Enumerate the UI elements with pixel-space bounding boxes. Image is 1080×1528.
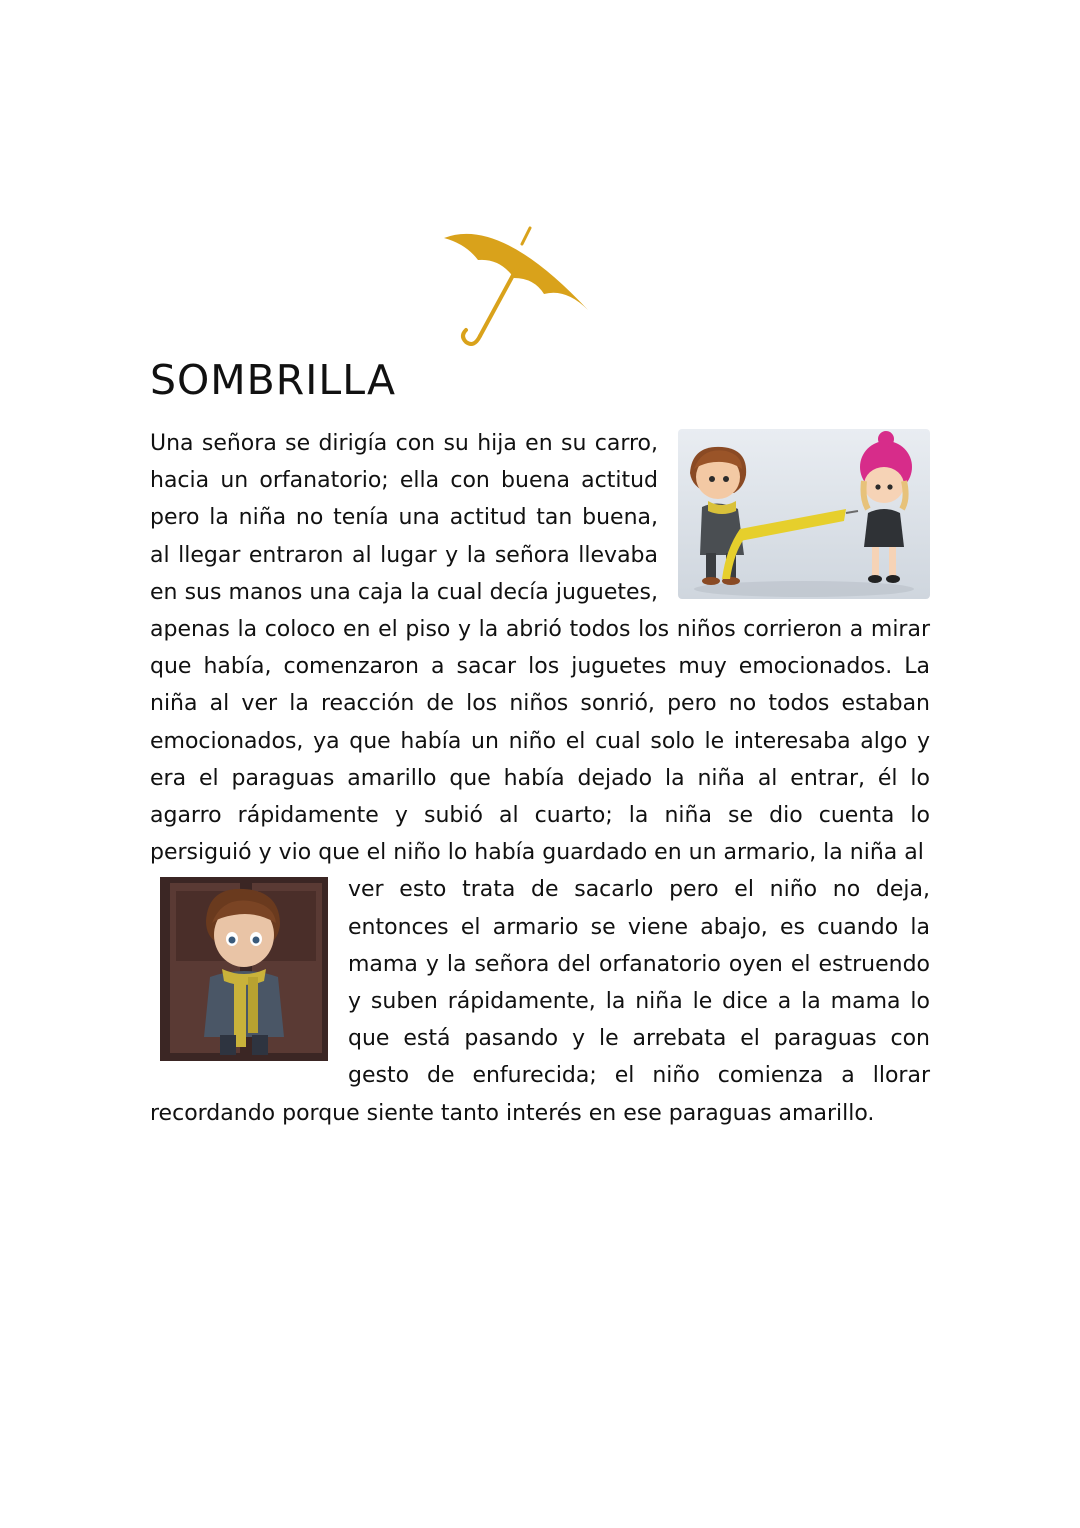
story-body xyxy=(150,425,930,1132)
yellow-umbrella-icon xyxy=(440,224,592,350)
page-title: SOMBRILLA xyxy=(150,356,397,404)
story-paragraph: ver esto trata de sacarlo pero el niño no deja, entonces el armario se viene abajo, es cuando la mama y la señora del orfanatorio oyen el estruendo y suben rápidamente, la niña le dice a la mama lo que está pasando y le arrebata el paraguas con gesto de enfurecida; el niño comienza a llorar recordando porque siente tanto interés en ese paraguas amarillo. xyxy=(150,877,930,1126)
story-paragraph: Una señora se dirigía con su hija en su carro, hacia un orfanatorio; ella con buena actitud pero la niña no tenía una actitud tan buena, al llegar entraron al lugar y la señora llevaba en sus manos una caja la cual decía juguetes, apenas la coloco en el piso y la abrió todos los niños corrieron a mirar que había, comenzaron a sacar los juguetes muy emocionados. La niña al ver la reacción de los niños sonrió, pero no todos estaban emocionados, ya que había un niño el cual solo le interesaba algo y era el paraguas amarillo que había dejado la niña al entrar, él lo agarro rápidamente y subió al cuarto; la niña se dio cuenta lo persiguió y vio que el niño lo había guardado en un armario, la niña al xyxy=(150,431,930,866)
boy-with-scarf-illustration xyxy=(160,877,328,1061)
boy-and-girl-pulling-umbrella-illustration xyxy=(678,429,930,599)
